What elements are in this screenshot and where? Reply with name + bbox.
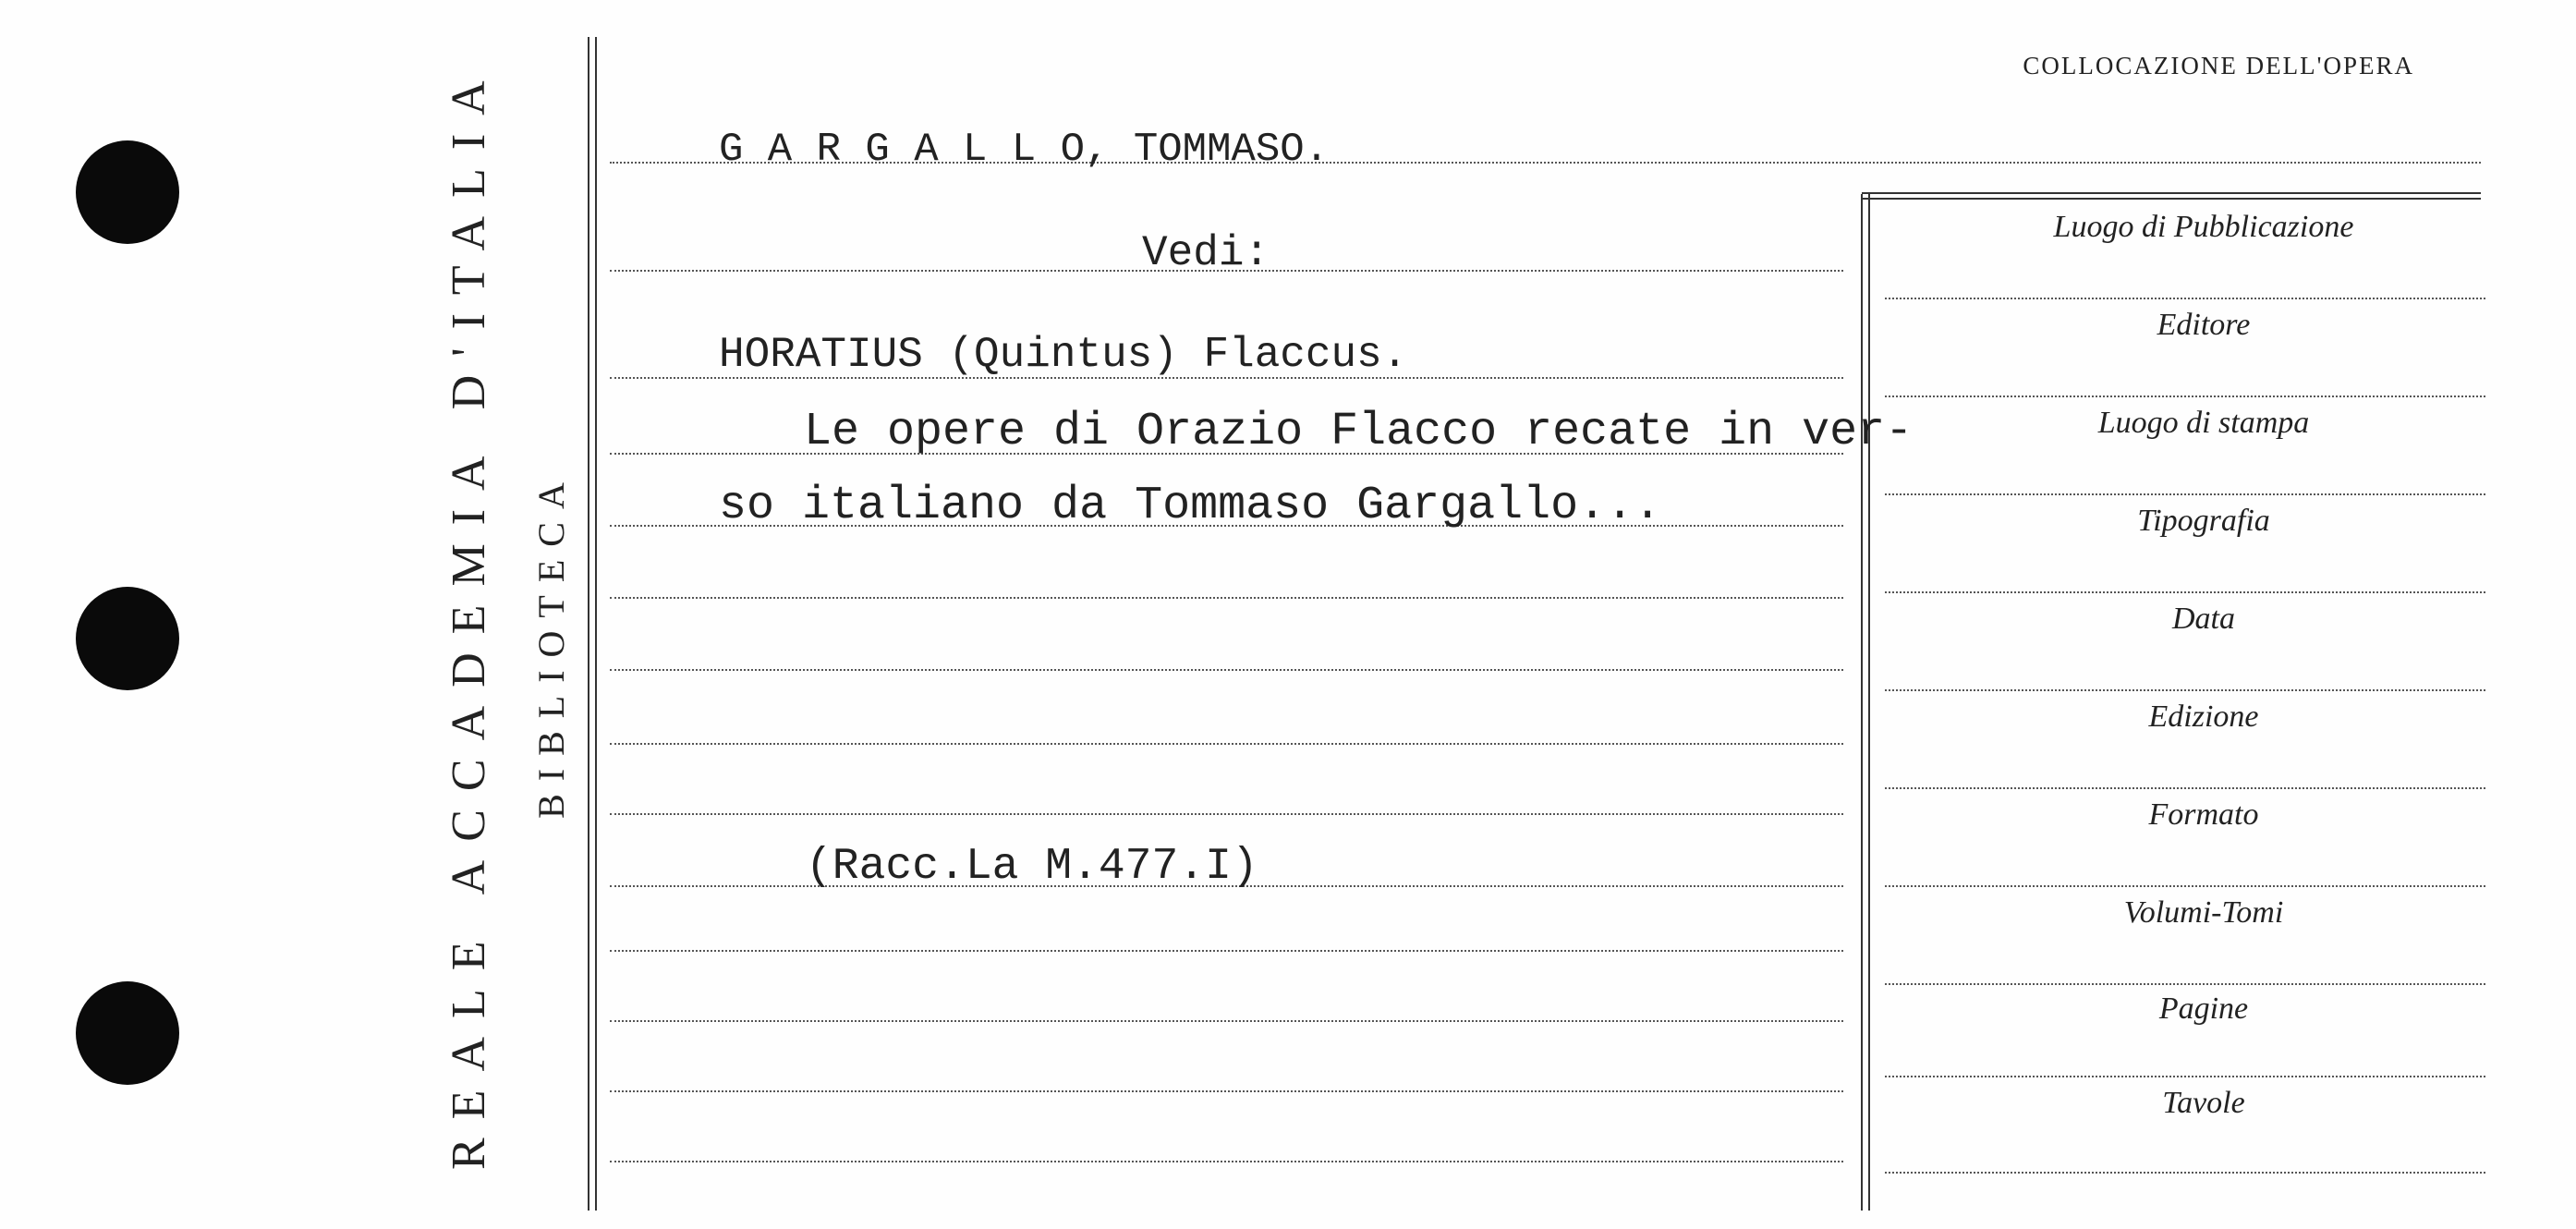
punch-hole-top xyxy=(76,140,179,244)
field-line xyxy=(1885,983,2485,985)
collocation-label: COLLOCAZIONE DELL'OPERA xyxy=(2023,52,2414,79)
entry-author: HORATIUS (Quintus) Flaccus. xyxy=(719,331,1408,379)
field-line xyxy=(1885,885,2485,887)
right-column-rule xyxy=(1861,194,1863,1211)
field-tipografia: Tipografia xyxy=(2137,504,2270,538)
field-editore: Editore xyxy=(2157,308,2251,342)
field-formato: Formato xyxy=(2148,797,2259,832)
ruled-line xyxy=(610,1161,1843,1162)
ruled-line xyxy=(610,950,1843,952)
punch-hole-bottom xyxy=(76,981,179,1085)
ruled-line xyxy=(610,597,1843,599)
field-data: Data xyxy=(2172,602,2235,636)
field-line xyxy=(1885,787,2485,789)
field-line xyxy=(1885,689,2485,691)
field-line xyxy=(1885,591,2485,593)
entry-title-line-1: Le opere di Orazio Flacco recate in ver- xyxy=(804,406,1914,458)
see-reference-label: Vedi: xyxy=(1142,229,1270,277)
ruled-line xyxy=(610,669,1843,671)
left-margin-rule-inner xyxy=(595,37,597,1211)
field-line xyxy=(1885,395,2485,397)
ruled-line xyxy=(610,1020,1843,1022)
field-line xyxy=(1885,1076,2485,1077)
right-column-rule-inner xyxy=(1868,194,1870,1211)
ruled-line xyxy=(610,743,1843,745)
punch-hole-middle xyxy=(76,587,179,690)
left-margin-rule xyxy=(588,37,589,1211)
field-edizione: Edizione xyxy=(2148,700,2259,734)
field-line xyxy=(1885,298,2485,299)
field-pagine: Pagine xyxy=(2158,992,2249,1026)
field-line xyxy=(1885,1172,2485,1174)
field-volumi-tomi: Volumi-Tomi xyxy=(2123,895,2284,930)
right-column-top-rule xyxy=(1862,192,2481,200)
field-luogo-di-stampa: Luogo di stampa xyxy=(2097,406,2310,440)
ruled-line xyxy=(610,813,1843,815)
institution-department: BIBLIOTECA xyxy=(530,469,572,819)
ruled-line xyxy=(610,1090,1843,1092)
shelfmark: (Racc.La M.477.I) xyxy=(806,842,1258,892)
entry-title-line-2: so italiano da Tommaso Gargallo... xyxy=(719,480,1662,532)
institution-name: REALE ACCADEMIA D'ITALIA xyxy=(443,62,495,1170)
entry-heading: G A R G A L L O, TOMMASO. xyxy=(719,127,1330,173)
field-line xyxy=(1885,493,2485,495)
field-luogo-di-pubblicazione: Luogo di Pubblicazione xyxy=(2053,210,2354,244)
field-tavole: Tavole xyxy=(2162,1086,2245,1120)
